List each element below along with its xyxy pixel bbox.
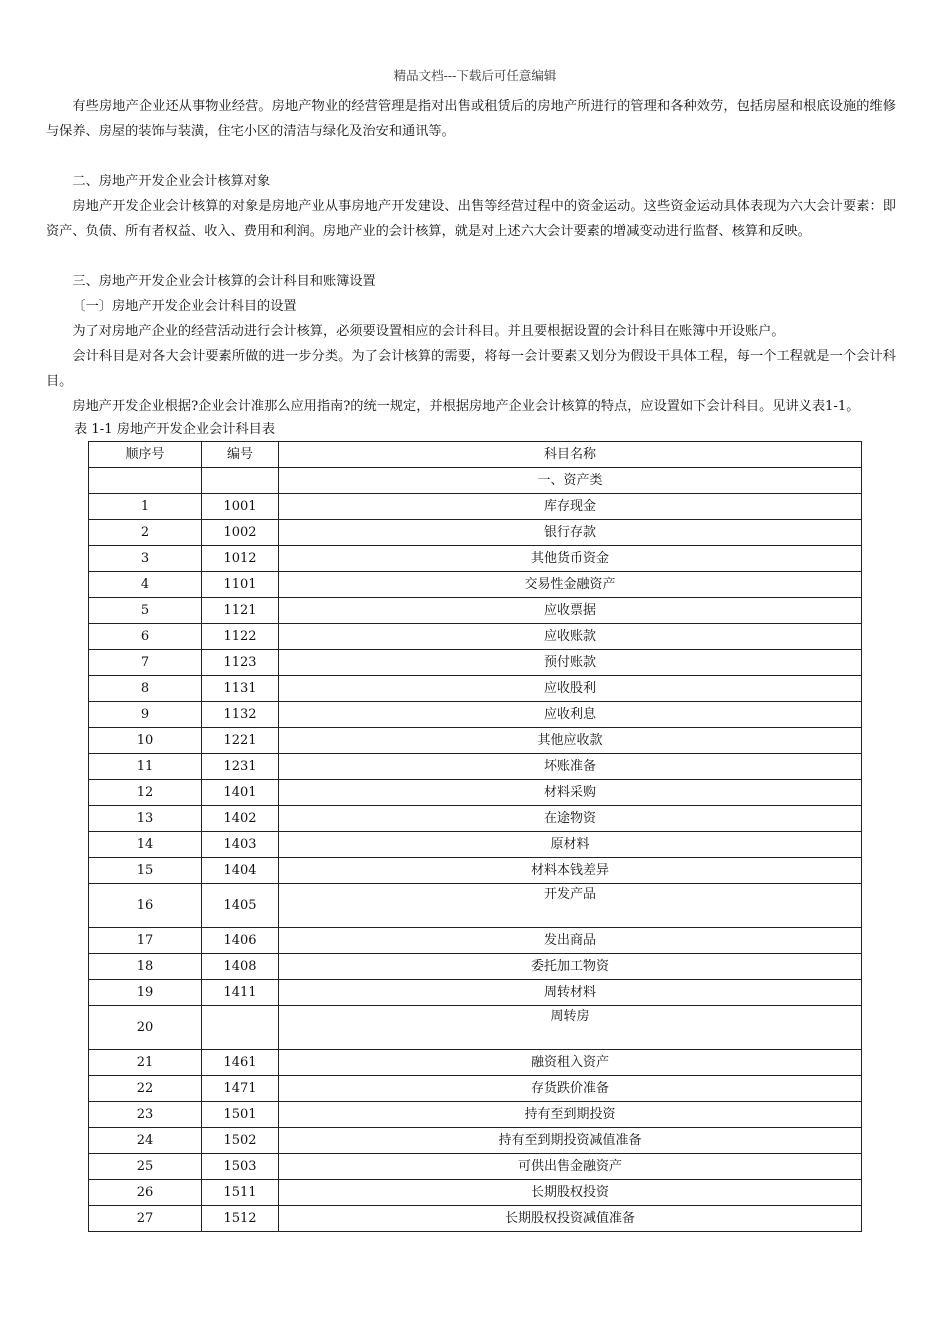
table-row	[89, 624, 862, 650]
cell-seq: 21	[89, 1050, 202, 1076]
cell-account-name: 长期股权投资	[279, 1180, 862, 1206]
table-row	[89, 1076, 862, 1102]
table-row	[89, 884, 862, 928]
cell-code: 1408	[202, 954, 279, 980]
cell-seq: 15	[89, 858, 202, 884]
cell-account-name: 其他应收款	[279, 728, 862, 754]
table-row	[89, 780, 862, 806]
table-row	[89, 546, 862, 572]
cell-code: 1405	[202, 884, 279, 928]
cell-code: 1221	[202, 728, 279, 754]
table-row	[89, 572, 862, 598]
table-row	[89, 1128, 862, 1154]
header-code: 编号	[202, 442, 279, 468]
paragraph-accounts-reference: 房地产开发企业根据?企业会计准那么应用指南?的统一规定，并根据房地产企业会计核算的特点，应设置如下会计科目。见讲义表1-1。	[72, 399, 860, 414]
table-row	[89, 1050, 862, 1076]
cell-account-name: 预付账款	[279, 650, 862, 676]
cell-seq: 20	[89, 1006, 202, 1050]
cell-code: 1231	[202, 754, 279, 780]
cell-account-name: 周转材料	[279, 980, 862, 1006]
cell-account-name: 委托加工物资	[279, 954, 862, 980]
table-row	[89, 598, 862, 624]
cell-account-name: 材料采购	[279, 780, 862, 806]
cell-code: 1131	[202, 676, 279, 702]
cell-seq: 24	[89, 1128, 202, 1154]
table-row	[89, 1180, 862, 1206]
table-row	[89, 754, 862, 780]
cell-seq: 13	[89, 806, 202, 832]
table-row	[89, 676, 862, 702]
cell-account-name: 可供出售金融资产	[279, 1154, 862, 1180]
cell-code: 1511	[202, 1180, 279, 1206]
cell-account-name: 持有至到期投资减值准备	[279, 1128, 862, 1154]
table-row	[89, 954, 862, 980]
cell-account-name: 应收账款	[279, 624, 862, 650]
cell-seq: 8	[89, 676, 202, 702]
cell-account-name: 开发产品	[279, 884, 862, 928]
cell-seq: 3	[89, 546, 202, 572]
paragraph-accounts-purpose: 为了对房地产企业的经营活动进行会计核算，必须要设置相应的会计科目。并且要根据设置的会计科目在账簿中开设账户。	[72, 324, 785, 339]
cell-seq: 11	[89, 754, 202, 780]
section-heading-accounting-object: 二、房地产开发企业会计核算对象	[72, 174, 271, 189]
cell-code: 1402	[202, 806, 279, 832]
cell-account-name: 持有至到期投资	[279, 1102, 862, 1128]
section-heading-accounts-setup: 三、房地产开发企业会计核算的会计科目和账簿设置	[72, 274, 376, 289]
header-seq: 顺序号	[89, 442, 202, 468]
table-row	[89, 494, 862, 520]
table-header-row	[89, 442, 862, 468]
paragraph-property-management: 有些房地产企业还从事物业经营。房地产物业的经营管理是指对出售或租赁后的房地产所进行的管理和各种效劳，包括房屋和根底设施的维修与保养、房屋的装饰与装潢，住宅小区的清洁与绿化及治安和通讯等。	[46, 99, 896, 139]
table-row	[89, 702, 862, 728]
cell-code: 1002	[202, 520, 279, 546]
accounts-table	[88, 441, 862, 1232]
table-row	[89, 728, 862, 754]
cell-account-name: 应收利息	[279, 702, 862, 728]
cell-seq: 10	[89, 728, 202, 754]
cell-seq: 17	[89, 928, 202, 954]
cell-seq: 22	[89, 1076, 202, 1102]
cell-account-name: 库存现金	[279, 494, 862, 520]
cell-code: 1001	[202, 494, 279, 520]
table-row	[89, 806, 862, 832]
cell-account-name: 发出商品	[279, 928, 862, 954]
table-row	[89, 1102, 862, 1128]
cell-seq: 25	[89, 1154, 202, 1180]
cell-code: 1502	[202, 1128, 279, 1154]
cell-seq: 9	[89, 702, 202, 728]
cell-code: 1122	[202, 624, 279, 650]
cell-seq: 14	[89, 832, 202, 858]
cell-seq: 2	[89, 520, 202, 546]
table-row	[89, 832, 862, 858]
cell-seq: 4	[89, 572, 202, 598]
cell-code: 1411	[202, 980, 279, 1006]
cell-seq: 12	[89, 780, 202, 806]
cell-code: 1461	[202, 1050, 279, 1076]
cell-seq: 5	[89, 598, 202, 624]
cell-account-name: 原材料	[279, 832, 862, 858]
table-row	[89, 520, 862, 546]
table-row	[89, 1006, 862, 1050]
table-row	[89, 928, 862, 954]
cell-code: 1121	[202, 598, 279, 624]
cell-code: 1123	[202, 650, 279, 676]
cell-code: 1101	[202, 572, 279, 598]
cell-code: 1503	[202, 1154, 279, 1180]
section-label: 一、资产类	[279, 468, 862, 494]
table-row	[89, 980, 862, 1006]
cell-account-name: 其他货币资金	[279, 546, 862, 572]
cell-code: 1501	[202, 1102, 279, 1128]
table-section-row	[89, 468, 862, 494]
table-row	[89, 650, 862, 676]
cell-seq: 16	[89, 884, 202, 928]
cell-account-name: 坏账准备	[279, 754, 862, 780]
cell-account-name: 应收票据	[279, 598, 862, 624]
cell-account-name: 长期股权投资减值准备	[279, 1206, 862, 1232]
cell-account-name: 融资租入资产	[279, 1050, 862, 1076]
cell-account-name: 银行存款	[279, 520, 862, 546]
cell-account-name: 应收股利	[279, 676, 862, 702]
cell-seq: 18	[89, 954, 202, 980]
table-row	[89, 858, 862, 884]
cell-account-name: 在途物资	[279, 806, 862, 832]
cell-seq: 6	[89, 624, 202, 650]
subsection-heading-accounts: 〔一〕房地产开发企业会计科目的设置	[72, 299, 297, 314]
header-account-name: 科目名称	[279, 442, 862, 468]
cell-code	[202, 1006, 279, 1050]
page-header: 精品文档---下载后可任意编辑	[393, 68, 557, 83]
cell-seq: 1	[89, 494, 202, 520]
cell-code: 1132	[202, 702, 279, 728]
document-body	[46, 94, 896, 1232]
cell-code: 1406	[202, 928, 279, 954]
table-caption: 表 1-1 房地产开发企业会计科目表	[74, 422, 276, 437]
cell-seq: 27	[89, 1206, 202, 1232]
cell-account-name: 材料本钱差异	[279, 858, 862, 884]
paragraph-accounts-definition: 会计科目是对各大会计要素所做的进一步分类。为了会计核算的需要，将每一会计要素又划分为假设干具体工程，每一个工程就是一个会计科目。	[46, 349, 896, 389]
cell-code: 1404	[202, 858, 279, 884]
cell-account-name: 交易性金融资产	[279, 572, 862, 598]
cell-seq: 19	[89, 980, 202, 1006]
cell-account-name: 存货跌价准备	[279, 1076, 862, 1102]
paragraph-accounting-object: 房地产开发企业会计核算的对象是房地产业从事房地产开发建设、出售等经营过程中的资金运动。这些资金运动具体表现为六大会计要素：即资产、负债、所有者权益、收入、费用和利润。房地产业的会计核算，就是对上述六大会计要素的增减变动进行监督、核算和反映。	[46, 199, 896, 239]
cell-code: 1401	[202, 780, 279, 806]
cell-seq: 26	[89, 1180, 202, 1206]
cell-code: 1512	[202, 1206, 279, 1232]
cell-code: 1012	[202, 546, 279, 572]
table-row	[89, 1206, 862, 1232]
cell-code: 1471	[202, 1076, 279, 1102]
cell-code: 1403	[202, 832, 279, 858]
cell-seq: 7	[89, 650, 202, 676]
cell-account-name: 周转房	[279, 1006, 862, 1050]
cell-seq: 23	[89, 1102, 202, 1128]
table-row	[89, 1154, 862, 1180]
